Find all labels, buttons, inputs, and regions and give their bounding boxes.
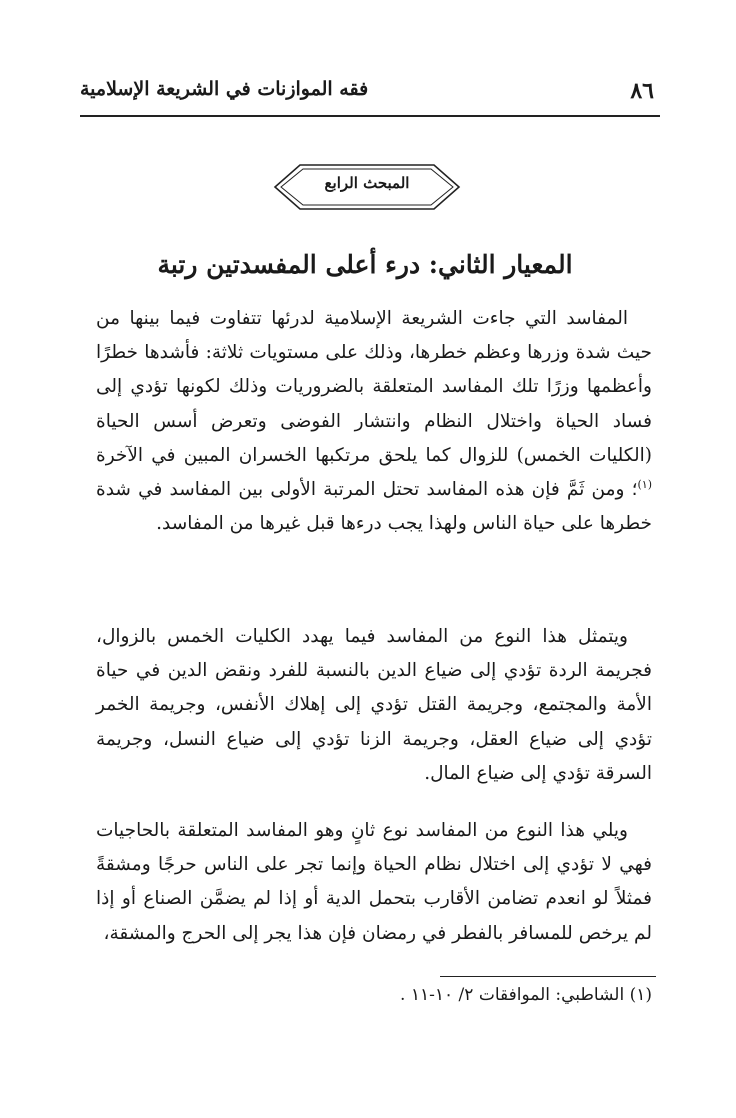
paragraph-1-text-a: المفاسد التي جاءت الشريعة الإسلامية لدرئها تتفاوت فيما بينها من حيث شدة وزرها وعظم خطرها، وذلك على مستويات ثلاثة: فأشدها خطرًا وأعظمها وزرًا تلك المفاسد المتعلقة بالضروريات وذلك لكونها تؤدي إلى فساد الحياة واختلال النظام وانتشار الفوضى وتعرض أسس الحياة (الكليات الخمس) للزوال كما يلحق مرتكبها الخسران المبين في الآخرة (96, 308, 652, 466)
paragraph-1-text-b: ؛ ومن ثَمَّ فإن هذه المفاسد تحتل المرتبة الأولى بين المفاسد في شدة خطرها على حياة الناس ولهذا يجب درءها قبل غيرها من المفاسد. (96, 479, 652, 535)
footnote-reference: (١) (637, 477, 652, 491)
paragraph-2 (96, 620, 652, 791)
paragraph-1 (96, 302, 652, 541)
paragraph-2-text: ويتمثل هذا النوع من المفاسد فيما يهدد الكليات الخمس بالزوال، فجريمة الردة تؤدي إلى ضياع الدين بالنسبة للفرد ونقض الدين في حياة الأمة والمجتمع، وجريمة القتل تؤدي إلى إهلاك الأنفس، وجريمة الخمر تؤدي إلى ضياع العقل، وجريمة الزنا تؤدي إلى ضياع النسل، وجريمة السرقة تؤدي إلى ضياع المال. (96, 626, 652, 784)
section-label: المبحث الرابع (324, 174, 410, 192)
footnote: (١) الشاطبي: الموافقات ٢/ ١٠-١١ . (400, 985, 652, 1005)
footnote-rule (440, 976, 656, 977)
page-number: ٨٦ (630, 78, 654, 104)
section-label-frame (272, 162, 462, 212)
running-header (80, 74, 660, 114)
section-heading: المعيار الثاني: درء أعلى المفسدتين رتبة (157, 250, 573, 279)
paragraph-3 (96, 814, 652, 951)
book-title: فقه الموازنات في الشريعة الإسلامية (80, 78, 369, 100)
paragraph-3-text: ويلي هذا النوع من المفاسد نوع ثانٍ وهو المفاسد المتعلقة بالحاجيات فهي لا تؤدي إلى اختلال نظام الحياة وإنما تجر على الناس حرجًا ومشقةً فمثلاً لو انعدم تضامن الأقارب بتحمل الدية أو إذا لم يضمَّن الصناع أو إذا لم يرخص للمسافر بالفطر في رمضان فإن هذا يجر إلى الحرج والمشقة، (96, 820, 652, 944)
header-rule (80, 115, 660, 117)
